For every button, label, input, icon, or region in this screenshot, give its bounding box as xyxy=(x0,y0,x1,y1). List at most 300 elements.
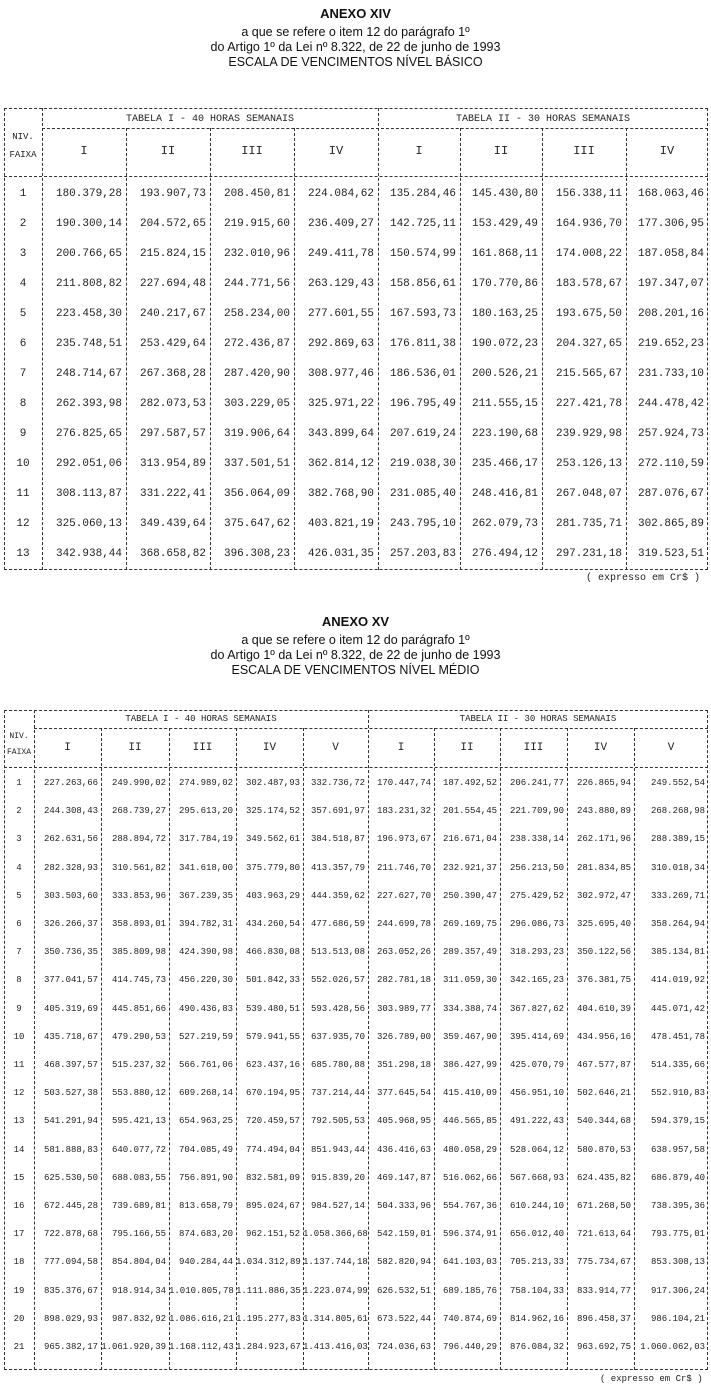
salary-cell: 394.782,31 xyxy=(178,919,233,929)
salary-cell: 853.308,13 xyxy=(650,1257,705,1268)
salary-cell: 553.880,12 xyxy=(111,1088,166,1099)
salary-cell: 434.956,16 xyxy=(576,1031,631,1042)
salary-cell: 292.869,63 xyxy=(307,338,374,350)
salary-cell: 594.379,15 xyxy=(650,1116,705,1127)
column-header: I xyxy=(64,742,71,754)
salary-cell: 722.878,68 xyxy=(43,1229,98,1240)
salary-cell: 232.010,96 xyxy=(223,248,290,260)
salary-cell: 302.865,89 xyxy=(637,518,704,530)
faixa-number: 18 xyxy=(13,1257,25,1268)
salary-cell: 777.094,58 xyxy=(43,1257,98,1268)
salary-cell: 310.561,82 xyxy=(111,862,166,873)
salary-cell: 895.024,67 xyxy=(245,1201,300,1211)
salary-cell: 200.526,21 xyxy=(471,368,538,380)
salary-cell: 686.879,40 xyxy=(650,1172,705,1183)
faixa-number: 9 xyxy=(19,428,27,440)
salary-cell: 434.260,54 xyxy=(245,919,300,929)
annex15-salary-table xyxy=(4,710,708,1370)
salary-cell: 297.231,18 xyxy=(555,548,622,560)
salary-cell: 358.893,01 xyxy=(111,919,166,929)
salary-cell: 257.203,83 xyxy=(389,548,456,560)
salary-cell: 219.915,60 xyxy=(223,218,290,230)
faixa-number: 13 xyxy=(16,548,30,560)
column-header-rule xyxy=(4,176,708,177)
salary-cell: 404.610,39 xyxy=(576,1003,631,1014)
salary-cell: 540.344,68 xyxy=(576,1116,631,1127)
salary-cell: 516.062,66 xyxy=(442,1172,497,1183)
column-separator xyxy=(500,728,501,1370)
column-header: III xyxy=(573,144,595,158)
salary-cell: 351.298,18 xyxy=(376,1060,431,1070)
salary-cell: 180.379,28 xyxy=(55,188,122,200)
salary-cell: 375.779,80 xyxy=(245,862,300,873)
salary-cell: 705.213,33 xyxy=(509,1257,564,1268)
salary-cell: 187.492,52 xyxy=(442,778,497,788)
faixa-number: 19 xyxy=(13,1285,25,1296)
faixa-number: 8 xyxy=(16,975,22,986)
salary-cell: 342.938,44 xyxy=(55,548,122,560)
salary-cell: 1.168.112,43 xyxy=(169,1342,234,1352)
annex15-subtitle-line1: a que se refere o item 12 do parágrafo 1º xyxy=(241,633,470,647)
salary-cell: 343.899,64 xyxy=(307,428,374,440)
salary-cell: 302.487,93 xyxy=(245,778,300,788)
salary-cell: 1.061.920,39 xyxy=(101,1342,166,1352)
salary-cell: 201.554,45 xyxy=(442,806,497,817)
salary-cell: 854.804,04 xyxy=(111,1257,166,1268)
salary-cell: 135.284,46 xyxy=(389,188,456,200)
salary-cell: 318.293,23 xyxy=(509,947,564,958)
column-header: II xyxy=(128,742,142,754)
column-separator xyxy=(169,728,170,1370)
salary-cell: 325.971,22 xyxy=(307,398,374,410)
salary-cell: 1.058.366,68 xyxy=(303,1229,368,1240)
salary-cell: 405.319,69 xyxy=(43,1003,98,1014)
salary-cell: 1.034.312,89 xyxy=(236,1257,301,1268)
salary-cell: 637.935,70 xyxy=(310,1031,365,1042)
salary-cell: 466.830,08 xyxy=(245,947,300,958)
salary-cell: 244.478,42 xyxy=(637,398,704,410)
annex15-header xyxy=(0,615,711,678)
salary-cell: 672.445,28 xyxy=(43,1201,98,1211)
salary-cell: 288.894,72 xyxy=(111,834,166,845)
salary-cell: 625.530,50 xyxy=(43,1172,98,1183)
salary-cell: 250.390,47 xyxy=(442,890,497,901)
salary-cell: 208.450,81 xyxy=(223,188,290,200)
annex14-header xyxy=(0,7,711,70)
salary-cell: 235.466,17 xyxy=(471,458,538,470)
salary-cell: 211.746,70 xyxy=(376,862,431,873)
salary-cell: 491.222,43 xyxy=(509,1116,564,1127)
salary-cell: 357.691,97 xyxy=(310,806,365,817)
salary-cell: 256.213,50 xyxy=(509,862,564,873)
salary-cell: 325.060,13 xyxy=(55,518,122,530)
salary-cell: 276.494,12 xyxy=(471,548,538,560)
salary-cell: 269.169,75 xyxy=(442,919,497,929)
salary-cell: 272.110,59 xyxy=(637,458,704,470)
annex14-subtitle-line3: ESCALA DE VENCIMENTOS NÍVEL BÁSICO xyxy=(228,55,483,69)
salary-cell: 874.683,20 xyxy=(178,1229,233,1240)
corner-label-niv: NIV. xyxy=(9,732,29,741)
salary-cell: 792.505,53 xyxy=(310,1116,365,1127)
salary-cell: 207.619,24 xyxy=(389,428,456,440)
salary-cell: 917.306,24 xyxy=(650,1285,705,1296)
salary-cell: 282.328,93 xyxy=(43,862,98,873)
salary-cell: 670.194,95 xyxy=(245,1088,300,1099)
salary-cell: 277.601,55 xyxy=(307,308,374,320)
salary-cell: 227.694,48 xyxy=(139,278,206,290)
faixa-number: 6 xyxy=(16,919,22,929)
salary-cell: 153.429,49 xyxy=(471,218,538,230)
salary-cell: 740.874,69 xyxy=(442,1313,497,1324)
salary-cell: 554.767,36 xyxy=(442,1201,497,1211)
salary-cell: 527.219,59 xyxy=(178,1031,233,1042)
salary-cell: 224.084,62 xyxy=(307,188,374,200)
salary-cell: 654.963,25 xyxy=(178,1116,233,1127)
salary-cell: 244.308,43 xyxy=(43,806,98,817)
salary-cell: 436.416,63 xyxy=(376,1144,431,1155)
salary-cell: 758.104,33 xyxy=(509,1285,564,1296)
column-separator xyxy=(567,728,568,1370)
corner-label-faixa: FAIXA xyxy=(6,748,31,757)
salary-cell: 501.842,33 xyxy=(245,975,300,986)
faixa-number: 12 xyxy=(13,1088,25,1099)
salary-cell: 274.989,02 xyxy=(178,778,233,788)
salary-cell: 240.217,67 xyxy=(139,308,206,320)
salary-cell: 253.126,13 xyxy=(555,458,622,470)
salary-cell: 249.552,54 xyxy=(650,778,705,788)
salary-cell: 176.811,38 xyxy=(389,338,456,350)
salary-cell: 303.989,77 xyxy=(376,1003,431,1014)
faixa-number: 20 xyxy=(13,1313,25,1324)
column-header: IV xyxy=(659,144,675,158)
salary-cell: 775.734,67 xyxy=(576,1257,631,1268)
salary-cell: 796.440,29 xyxy=(442,1342,497,1352)
faixa-number: 10 xyxy=(16,458,30,470)
salary-cell: 539.480,51 xyxy=(245,1003,300,1014)
salary-cell: 385.809,98 xyxy=(111,947,166,958)
salary-cell: 567.668,93 xyxy=(509,1172,564,1183)
salary-cell: 313.954,89 xyxy=(139,458,206,470)
salary-cell: 444.359,62 xyxy=(310,890,365,901)
salary-cell: 268.268,98 xyxy=(650,806,705,817)
salary-cell: 332.736,72 xyxy=(310,778,365,788)
column-header: V xyxy=(332,742,339,754)
annex14-subtitle-line2: do Artigo 1º da Lei nº 8.322, de 22 de junho de 1993 xyxy=(210,40,501,54)
salary-cell: 1.010.805,78 xyxy=(169,1285,234,1296)
faixa-number: 3 xyxy=(16,834,22,845)
salary-cell: 832.581,09 xyxy=(245,1172,300,1183)
salary-cell: 243.795,10 xyxy=(389,518,456,530)
salary-cell: 296.086,73 xyxy=(509,919,564,929)
salary-cell: 395.414,69 xyxy=(509,1031,564,1042)
salary-cell: 161.868,11 xyxy=(471,248,538,260)
salary-cell: 446.565,85 xyxy=(442,1116,497,1127)
salary-cell: 333.853,96 xyxy=(111,890,166,901)
salary-cell: 249.411,78 xyxy=(307,248,374,260)
salary-cell: 350.736,35 xyxy=(43,947,98,958)
salary-cell: 186.536,01 xyxy=(389,368,456,380)
salary-cell: 940.284,44 xyxy=(178,1257,233,1268)
salary-cell: 515.237,32 xyxy=(111,1060,166,1070)
salary-cell: 187.058,84 xyxy=(637,248,704,260)
salary-cell: 156.338,11 xyxy=(555,188,622,200)
salary-cell: 502.646,21 xyxy=(576,1088,631,1099)
salary-cell: 326.789,00 xyxy=(376,1031,431,1042)
salary-cell: 268.739,27 xyxy=(111,806,166,817)
salary-cell: 319.523,51 xyxy=(637,548,704,560)
faixa-number: 5 xyxy=(16,890,22,901)
salary-cell: 623.437,16 xyxy=(245,1060,300,1070)
salary-cell: 478.451,78 xyxy=(650,1031,705,1042)
salary-cell: 513.513,08 xyxy=(310,947,365,958)
faixa-number: 13 xyxy=(13,1116,25,1127)
salary-cell: 396.308,23 xyxy=(223,548,290,560)
salary-cell: 541.291,94 xyxy=(43,1116,98,1127)
salary-cell: 311.059,30 xyxy=(442,975,497,986)
salary-cell: 375.647,62 xyxy=(223,518,290,530)
column-header: I xyxy=(415,144,423,158)
corner-label-faixa: FAIXA xyxy=(9,150,37,160)
salary-cell: 580.870,53 xyxy=(576,1144,631,1155)
column-header: IV xyxy=(328,144,344,158)
salary-cell: 334.388,74 xyxy=(442,1003,497,1014)
annex15-subtitle-line3: ESCALA DE VENCIMENTOS NÍVEL MÉDIO xyxy=(231,663,480,677)
salary-cell: 965.382,17 xyxy=(43,1342,98,1352)
faixa-number: 12 xyxy=(16,518,30,530)
salary-cell: 368.658,82 xyxy=(139,548,206,560)
salary-cell: 490.436,83 xyxy=(178,1003,233,1014)
salary-cell: 377.041,57 xyxy=(43,975,98,986)
salary-cell: 610.244,10 xyxy=(509,1201,564,1211)
column-separator xyxy=(101,728,102,1370)
salary-cell: 480.058,29 xyxy=(442,1144,497,1155)
salary-cell: 272.436,87 xyxy=(223,338,290,350)
salary-cell: 477.686,59 xyxy=(310,919,365,929)
salary-cell: 963.692,75 xyxy=(576,1342,631,1352)
salary-cell: 626.532,51 xyxy=(376,1285,431,1296)
salary-cell: 552.910,83 xyxy=(650,1088,705,1099)
salary-cell: 382.768,90 xyxy=(307,488,374,500)
faixa-number: 2 xyxy=(16,806,22,817)
salary-cell: 467.577,87 xyxy=(576,1060,631,1070)
salary-cell: 295.613,20 xyxy=(178,806,233,817)
salary-cell: 258.234,00 xyxy=(223,308,290,320)
column-separator xyxy=(434,728,435,1370)
salary-cell: 248.714,67 xyxy=(55,368,122,380)
faixa-number: 17 xyxy=(13,1229,25,1240)
salary-cell: 738.395,36 xyxy=(650,1201,705,1211)
salary-cell: 367.827,62 xyxy=(509,1003,564,1014)
salary-cell: 813.658,79 xyxy=(178,1201,233,1211)
salary-cell: 641.103,03 xyxy=(442,1257,497,1268)
salary-cell: 624.435,82 xyxy=(576,1172,631,1183)
salary-cell: 183.578,67 xyxy=(555,278,622,290)
salary-cell: 244.699,78 xyxy=(376,919,431,929)
salary-cell: 326.266,37 xyxy=(43,919,98,929)
salary-cell: 593.428,56 xyxy=(310,1003,365,1014)
salary-cell: 288.389,15 xyxy=(650,834,705,845)
table1-title: TABELA I - 40 HORAS SEMANAIS xyxy=(125,714,277,724)
salary-cell: 276.825,65 xyxy=(55,428,122,440)
annex14-salary-table xyxy=(4,108,708,570)
salary-cell: 287.076,67 xyxy=(637,488,704,500)
salary-cell: 211.555,15 xyxy=(471,398,538,410)
column-header: II xyxy=(160,144,176,158)
faixa-number: 15 xyxy=(13,1172,25,1183)
salary-cell: 609.268,14 xyxy=(178,1088,233,1099)
salary-cell: 384.518,87 xyxy=(310,834,365,845)
salary-cell: 689.185,76 xyxy=(442,1285,497,1296)
salary-cell: 282.781,18 xyxy=(376,975,431,986)
salary-cell: 795.166,55 xyxy=(111,1229,166,1240)
salary-cell: 356.064,09 xyxy=(223,488,290,500)
salary-cell: 671.268,50 xyxy=(576,1201,631,1211)
salary-cell: 236.409,27 xyxy=(307,218,374,230)
salary-cell: 239.929,98 xyxy=(555,428,622,440)
salary-cell: 962.151,52 xyxy=(245,1229,300,1240)
salary-cell: 1.223.074,99 xyxy=(303,1285,368,1296)
faixa-number: 5 xyxy=(19,308,27,320)
salary-cell: 183.231,32 xyxy=(376,806,431,817)
salary-cell: 656.012,40 xyxy=(509,1229,564,1240)
salary-cell: 317.784,19 xyxy=(178,834,233,845)
column-header: I xyxy=(397,742,405,754)
salary-cell: 479.290,53 xyxy=(111,1031,166,1042)
salary-cell: 566.761,06 xyxy=(178,1060,233,1070)
salary-cell: 219.652,23 xyxy=(637,338,704,350)
salary-cell: 168.063,46 xyxy=(637,188,704,200)
salary-cell: 435.718,67 xyxy=(43,1031,98,1042)
corner-label-niv: NIV. xyxy=(12,132,34,142)
salary-cell: 303.503,60 xyxy=(43,890,98,901)
salary-cell: 918.914,34 xyxy=(111,1285,166,1296)
salary-cell: 386.427,99 xyxy=(442,1060,497,1070)
salary-cell: 227.421,78 xyxy=(555,398,622,410)
salary-cell: 424.390,98 xyxy=(178,947,233,958)
salary-cell: 208.201,16 xyxy=(637,308,704,320)
salary-cell: 231.085,40 xyxy=(389,488,456,500)
salary-cell: 445.071,42 xyxy=(650,1003,705,1014)
salary-cell: 445.851,66 xyxy=(111,1003,166,1014)
annex14-currency-note: ( expresso em Cr$ ) xyxy=(586,573,701,584)
salary-cell: 342.165,23 xyxy=(509,975,564,986)
salary-cell: 262.171,96 xyxy=(576,834,631,845)
table2-title: TABELA II - 30 HORAS SEMANAIS xyxy=(455,114,631,125)
faixa-number: 16 xyxy=(13,1201,25,1211)
salary-cell: 219.038,30 xyxy=(389,458,456,470)
salary-cell: 350.122,56 xyxy=(576,947,631,958)
annex15-subtitle-line2: do Artigo 1º da Lei nº 8.322, de 22 de junho de 1993 xyxy=(210,648,501,662)
annex15-currency-note: ( expresso em Cr$ ) xyxy=(600,1374,703,1384)
annex15-title: ANEXO XV xyxy=(321,614,390,629)
salary-cell: 1.195.277,83 xyxy=(236,1313,301,1324)
salary-cell: 281.735,71 xyxy=(555,518,622,530)
salary-cell: 721.613,64 xyxy=(576,1229,631,1240)
salary-cell: 223.458,30 xyxy=(55,308,122,320)
salary-cell: 915.839,20 xyxy=(310,1172,365,1183)
salary-cell: 227.263,66 xyxy=(43,778,98,788)
salary-cell: 231.733,10 xyxy=(637,368,704,380)
salary-cell: 414.745,73 xyxy=(111,975,166,986)
salary-cell: 640.077,72 xyxy=(111,1144,166,1155)
salary-cell: 349.562,61 xyxy=(245,834,300,845)
faixa-number: 7 xyxy=(19,368,27,380)
salary-cell: 362.814,12 xyxy=(307,458,374,470)
faixa-number: 1 xyxy=(16,778,22,788)
faixa-number: 7 xyxy=(16,947,22,958)
salary-cell: 542.159,01 xyxy=(376,1229,431,1240)
salary-cell: 688.083,55 xyxy=(111,1172,166,1183)
salary-cell: 197.347,07 xyxy=(637,278,704,290)
salary-cell: 257.924,73 xyxy=(637,428,704,440)
salary-cell: 170.447,74 xyxy=(376,778,431,788)
salary-cell: 325.695,40 xyxy=(576,919,631,929)
salary-cell: 211.808,82 xyxy=(55,278,122,290)
salary-cell: 739.689,81 xyxy=(111,1201,166,1211)
salary-cell: 287.420,90 xyxy=(223,368,290,380)
salary-cell: 200.766,65 xyxy=(55,248,122,260)
salary-cell: 232.921,37 xyxy=(442,862,497,873)
salary-cell: 289.357,49 xyxy=(442,947,497,958)
salary-cell: 206.241,77 xyxy=(509,778,564,788)
salary-cell: 325.174,52 xyxy=(245,806,300,817)
salary-cell: 469.147,87 xyxy=(376,1172,431,1183)
salary-cell: 814.962,16 xyxy=(509,1313,564,1324)
salary-cell: 358.264,94 xyxy=(650,919,705,929)
column-separator xyxy=(236,728,237,1370)
salary-cell: 896.458,37 xyxy=(576,1313,631,1324)
salary-cell: 190.072,23 xyxy=(471,338,538,350)
salary-cell: 319.906,64 xyxy=(223,428,290,440)
salary-cell: 263.052,26 xyxy=(376,947,431,958)
salary-cell: 174.008,22 xyxy=(555,248,622,260)
faixa-number: 3 xyxy=(19,248,27,260)
table1-title: TABELA I - 40 HORAS SEMANAIS xyxy=(125,114,295,125)
salary-cell: 456.951,10 xyxy=(509,1088,564,1099)
salary-cell: 193.907,73 xyxy=(139,188,206,200)
salary-cell: 204.572,65 xyxy=(139,218,206,230)
salary-cell: 367.239,35 xyxy=(178,890,233,901)
faixa-number: 9 xyxy=(16,1003,22,1014)
salary-cell: 248.416,81 xyxy=(471,488,538,500)
salary-cell: 987.832,92 xyxy=(111,1313,166,1324)
salary-cell: 244.771,56 xyxy=(223,278,290,290)
salary-cell: 226.865,94 xyxy=(576,778,631,788)
salary-cell: 876.084,32 xyxy=(509,1342,564,1352)
salary-cell: 720.459,57 xyxy=(245,1116,300,1127)
salary-cell: 414.019,92 xyxy=(650,975,705,986)
salary-cell: 1.314.805,61 xyxy=(303,1313,368,1324)
salary-cell: 1.111.886,35 xyxy=(236,1285,301,1296)
salary-cell: 756.891,90 xyxy=(178,1172,233,1183)
salary-cell: 215.565,67 xyxy=(555,368,622,380)
salary-cell: 221.709,90 xyxy=(509,806,564,817)
faixa-number: 14 xyxy=(13,1144,25,1155)
salary-cell: 215.824,15 xyxy=(139,248,206,260)
salary-cell: 349.439,64 xyxy=(139,518,206,530)
salary-cell: 638.957,58 xyxy=(650,1144,705,1155)
salary-cell: 1.413.416,03 xyxy=(303,1342,368,1352)
salary-cell: 308.977,46 xyxy=(307,368,374,380)
column-header: V xyxy=(667,742,675,754)
salary-cell: 249.990,02 xyxy=(111,778,166,788)
salary-cell: 263.129,43 xyxy=(307,278,374,290)
salary-cell: 552.026,57 xyxy=(310,975,365,986)
salary-cell: 282.073,53 xyxy=(139,398,206,410)
salary-cell: 582.820,94 xyxy=(376,1257,431,1268)
salary-cell: 403.963,29 xyxy=(245,890,300,901)
salary-cell: 704.085,49 xyxy=(178,1144,233,1155)
